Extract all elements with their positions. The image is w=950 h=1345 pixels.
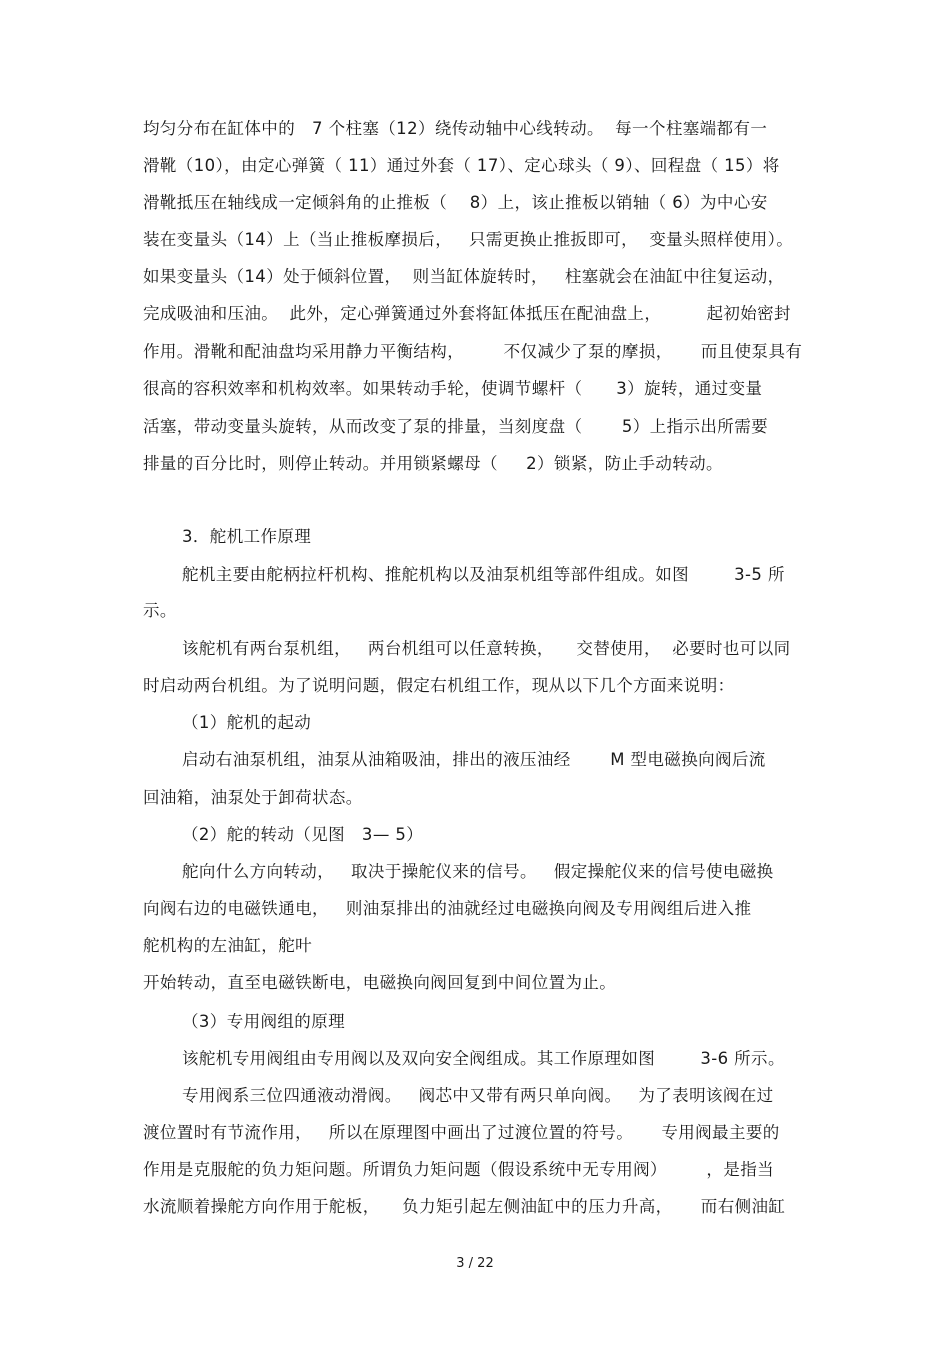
subsection-heading: （2）舵的转动（见图 3— 5）: [182, 825, 424, 844]
text-line: 排量的百分比时，则停止转动。并用锁紧螺母（ 2）锁紧，防止手动转动。: [143, 454, 723, 473]
text-line: 舵机主要由舵柄拉杆机构、推舵机构以及油泵机组等部件组成。如图 3-5 所: [182, 565, 785, 584]
text-line: 装在变量头（14）上（当止推板摩损后， 只需更换止推扳即可， 变量头照样使用）。: [143, 230, 794, 249]
text-line: 舵机构的左油缸，舵叶: [143, 936, 312, 955]
text-line: 活塞，带动变量头旋转，从而改变了泵的排量，当刻度盘（ 5）上指示出所需要: [143, 417, 769, 436]
text-line: 完成吸油和压油。 此外，定心弹簧通过外套将缸体抵压在配油盘上， 起初始密封: [143, 304, 791, 323]
subsection-heading: （3）专用阀组的原理: [182, 1012, 345, 1031]
text-line: 示。: [143, 601, 177, 620]
text-line: 时启动两台机组。为了说明问题，假定右机组工作，现从以下几个方面来说明：: [143, 676, 735, 695]
text-line: 滑靴抵压在轴线成一定倾斜角的止推板（ 8）上，该止推板以销轴（ 6）为中心安: [143, 193, 768, 212]
text-line: 渡位置时有节流作用， 所以在原理图中画出了过渡位置的符号。 专用阀最主要的: [143, 1123, 780, 1142]
text-line: 回油箱，油泵处于卸荷状态。: [143, 788, 363, 807]
text-line: 滑靴（10），由定心弹簧（ 11）通过外套（ 17）、定心球头（ 9）、回程盘（ 15）将: [143, 156, 780, 175]
text-line: 水流顺着操舵方向作用于舵板， 负力矩引起左侧油缸中的压力升高， 而右侧油缸: [143, 1197, 786, 1216]
subsection-heading: （1）舵机的起动: [182, 713, 312, 732]
text-line: 向阀右边的电磁铁通电， 则油泵排出的油就经过电磁换向阀及专用阀组后进入推: [143, 899, 752, 918]
page-number: 3 / 22: [456, 1256, 494, 1271]
text-line: 作用。滑靴和配油盘均采用静力平衡结构， 不仅减少了泵的摩损， 而且使泵具有: [143, 342, 803, 361]
text-line: 开始转动，直至电磁铁断电，电磁换向阀回复到中间位置为止。: [143, 973, 617, 992]
text-line: 该舵机有两台泵机组， 两台机组可以任意转换， 交替使用， 必要时也可以同: [182, 639, 791, 658]
text-line: 如果变量头（14）处于倾斜位置， 则当缸体旋转时， 柱塞就会在油缸中往复运动，: [143, 267, 785, 286]
text-line: 启动右油泵机组，油泵从油箱吸油，排出的液压油经 M 型电磁换向阀后流: [182, 750, 766, 769]
section-heading: 3．舵机工作原理: [182, 527, 312, 546]
text-line: 舵向什么方向转动， 取决于操舵仪来的信号。 假定操舵仪来的信号使电磁换: [182, 862, 774, 881]
text-line: 均匀分布在缸体中的 7 个柱塞（12）绕传动轴中心线转动。 每一个柱塞端都有一: [143, 119, 768, 138]
text-line: 专用阀系三位四通液动滑阀。 阀芯中又带有两只单向阀。 为了表明该阀在过: [182, 1086, 774, 1105]
text-line: 该舵机专用阀组由专用阀以及双向安全阀组成。其工作原理如图 3-6 所示。: [182, 1049, 785, 1068]
text-line: 作用是克服舵的负力矩问题。所谓负力矩问题（假设系统中无专用阀） ，是指当: [143, 1160, 775, 1179]
text-line: 很高的容积效率和机构效率。如果转动手轮，使调节螺杆（ 3）旋转，通过变量: [143, 379, 763, 398]
